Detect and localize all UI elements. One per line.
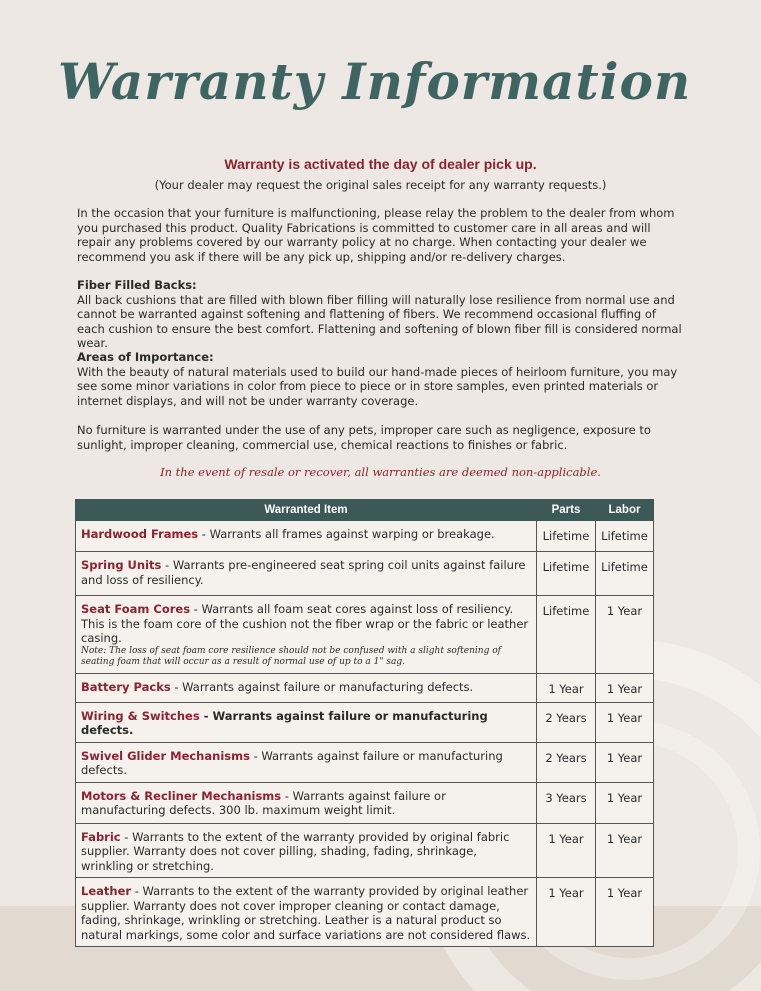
item-desc: - Warrants against failure or manufacturing defects.	[170, 679, 474, 694]
item-cell	[76, 823, 537, 878]
areas-heading: Areas of Importance:	[77, 350, 214, 364]
fiber-section	[77, 278, 687, 351]
exclusions-paragraph: No furniture is warranted under the use of any pets, improper care such as negligence, exposure to sunlight, improper cleaning, commercial use, chemical reactions to finishes or fabric.	[77, 423, 651, 452]
fiber-heading: Fiber Filled Backs:	[77, 278, 197, 292]
parts-cell: Lifetime	[537, 521, 596, 552]
parts-cell: 2 Years	[537, 702, 596, 742]
table-row	[76, 782, 654, 823]
table-row	[76, 878, 654, 947]
item-name: Motors & Recliner Mechanisms	[81, 788, 282, 803]
item-name: Seat Foam Cores	[81, 602, 191, 616]
item-cell	[76, 742, 537, 782]
item-cell	[76, 552, 537, 596]
item-name: Spring Units	[81, 558, 162, 572]
labor-cell: 1 Year	[595, 823, 653, 878]
table-row	[76, 702, 654, 742]
table-row	[76, 823, 654, 878]
item-cell	[76, 673, 537, 702]
labor-cell: 1 Year	[595, 782, 653, 823]
table-row	[76, 673, 654, 702]
item-desc: - Warrants against failure or manufacturing defects.	[81, 708, 488, 737]
labor-cell: 1 Year	[595, 702, 653, 742]
dealer-note: (Your dealer may request the original sales receipt for any warranty requests.)	[154, 178, 607, 192]
header-parts: Parts	[537, 500, 596, 521]
header-warranted-item: Warranted Item	[76, 500, 537, 521]
item-name: Leather	[81, 884, 132, 898]
parts-cell: Lifetime	[537, 596, 596, 674]
item-cell	[76, 596, 537, 674]
item-name: Wiring & Switches	[81, 708, 200, 723]
labor-cell: 1 Year	[595, 673, 653, 702]
table-header-row	[76, 500, 654, 521]
item-cell	[76, 782, 537, 823]
resale-note: In the event of resale or recover, all warranties are deemed non-applicable.	[160, 465, 601, 479]
areas-section	[77, 350, 687, 408]
labor-cell: 1 Year	[595, 742, 653, 782]
labor-cell: 1 Year	[595, 596, 653, 674]
item-name: Fabric	[81, 829, 121, 844]
labor-cell: 1 Year	[595, 878, 653, 947]
parts-cell: 2 Years	[537, 742, 596, 782]
item-desc: - Warrants all frames against warping or breakage.	[198, 527, 495, 541]
labor-cell: Lifetime	[595, 521, 653, 552]
item-desc: - Warrants to the extent of the warranty provided by original leather supplier. Warranty does not cover improper cleaning or contact damage, fading, shrinkage, wrinkling or stretching. Leather is a natural product so natural markings, some color and surface variations are not considered flaws.	[81, 884, 531, 942]
item-cell	[76, 521, 537, 552]
item-desc: - Warrants against failure or manufacturing defects. 300 lb. maximum weight limit.	[81, 788, 446, 817]
parts-cell: 1 Year	[537, 823, 596, 878]
intro-paragraph: In the occasion that your furniture is malfunctioning, please relay the problem to the dealer from whom you purchased this product. Quality Fabrications is committed to customer care in all areas and will repair any problems covered by our warranty policy at no charge. When contacting your dealer we recommend you ask if there will be any pick up, shipping and/or re-delivery charges.	[77, 206, 675, 264]
parts-cell: 1 Year	[537, 878, 596, 947]
item-desc: - Warrants to the extent of the warranty provided by original fabric supplier. Warranty does not cover pilling, shading, fading, shrinkage, wrinkling or stretching.	[81, 829, 510, 873]
table-row	[76, 521, 654, 552]
header-labor: Labor	[595, 500, 653, 521]
parts-cell: Lifetime	[537, 552, 596, 596]
table-row	[76, 552, 654, 596]
table-row	[76, 742, 654, 782]
item-name: Hardwood Frames	[81, 527, 199, 541]
warranty-table	[75, 499, 654, 947]
labor-cell: Lifetime	[595, 552, 653, 596]
activation-heading: Warranty is activated the day of dealer pick up.	[224, 156, 537, 172]
page-title: Warranty Information	[58, 52, 692, 111]
item-name: Battery Packs	[81, 679, 171, 694]
fiber-body: All back cushions that are filled with blown fiber filling will naturally lose resilience from normal use and cannot be warranted against softening and flattening of fibers. We recommend occasional fluffing of each cushion to ensure the best comfort. Flattening and softening of blown fiber fill is considered normal wear.	[77, 292, 682, 351]
parts-cell: 3 Years	[537, 782, 596, 823]
parts-cell: 1 Year	[537, 673, 596, 702]
item-name: Swivel Glider Mechanisms	[81, 748, 250, 763]
areas-body: With the beauty of natural materials used to build our hand-made pieces of heirloom furniture, you may see some minor variations in color from piece to piece or in store samples, even printed materials or internet displays, and will not be under warranty coverage.	[77, 364, 678, 408]
item-cell	[76, 702, 537, 742]
item-cell	[76, 878, 537, 947]
item-note: Note: The loss of seat foam core resilience should not be confused with a slight softening of seating foam that will occur as a result of normal use of up to a 1" sag.	[81, 645, 501, 667]
table-row	[76, 596, 654, 674]
item-desc: - Warrants pre-engineered seat spring coil units against failure and loss of resiliency.	[81, 558, 526, 587]
item-desc: - Warrants against failure or manufacturing defects.	[81, 748, 503, 777]
item-desc: - Warrants all foam seat cores against loss of resiliency. This is the foam core of the cushion not the fiber wrap or the fabric or leather casing.	[81, 602, 529, 645]
